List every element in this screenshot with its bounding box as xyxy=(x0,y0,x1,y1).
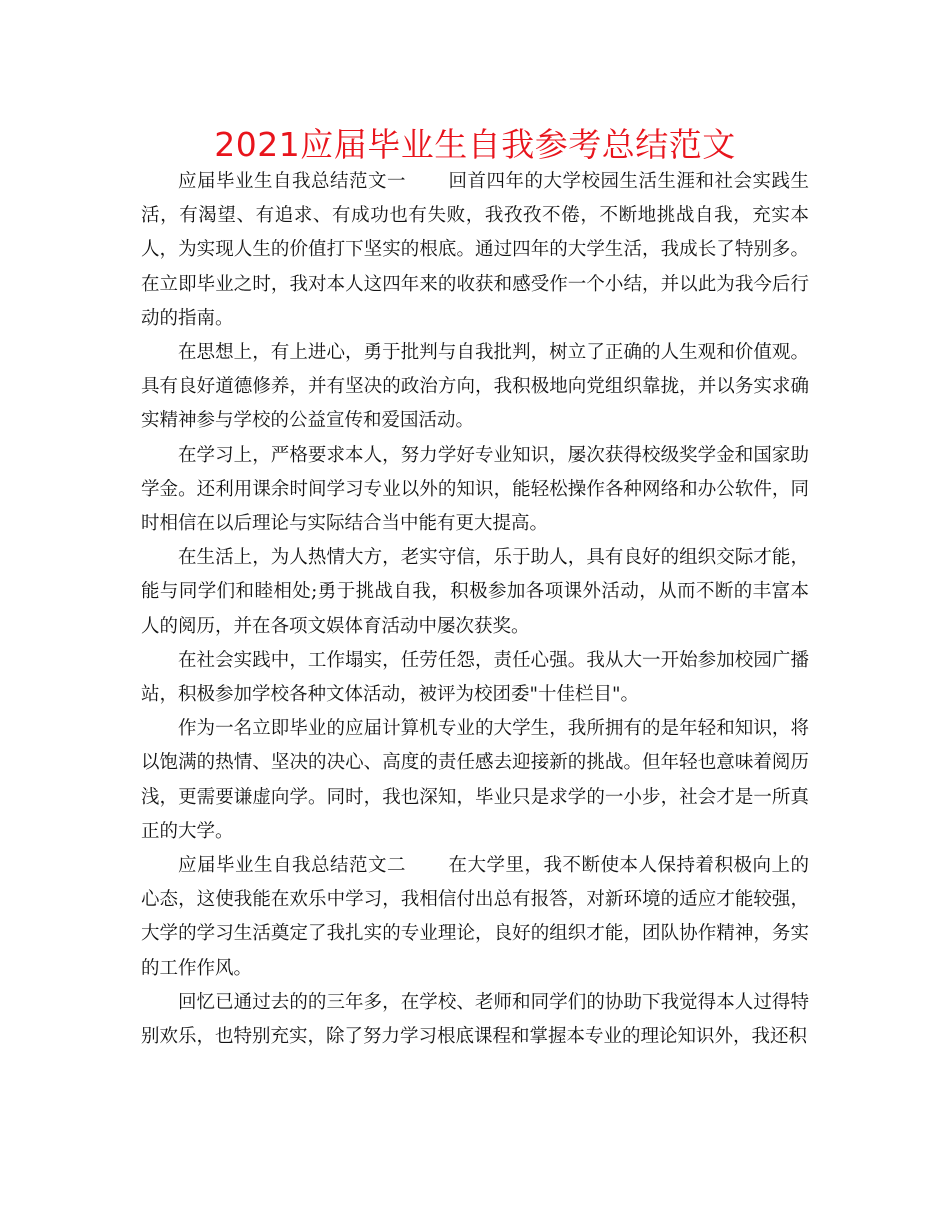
paragraph xyxy=(141,439,809,542)
document-body xyxy=(141,165,809,1054)
paragraph-text: 回忆已通过去的的三年多，在学校、老师和同学们的协助下我觉得本人过得特别欢乐，也特别充实，除了努力学习根底课程和掌握本专业的理论知识外，我还积 xyxy=(141,991,809,1048)
paragraph-text: 在大学里，我不断使本人保持着积极向上的心态，这使我能在欢乐中学习，我相信付出总有报答，对新环境的适应才能较强，大学的学习生活奠定了我扎实的专业理论，良好的组织才能，团队协作精神，务实的工作作风。 xyxy=(141,855,809,979)
section-heading: 应届毕业生自我总结范文二 xyxy=(178,855,406,877)
paragraph xyxy=(141,541,809,644)
paragraph-text: 在思想上，有上进心，勇于批判与自我批判，树立了正确的人生观和价值观。具有良好道德修养，并有坚决的政治方向，我积极地向党组织靠拢，并以务实求确实精神参与学校的公益宣传和爱国活动。 xyxy=(141,342,809,432)
paragraph-text: 回首四年的大学校园生活生涯和社会实践生活，有渴望、有追求、有成功也有失败，我孜孜不倦，不断地挑战自我，充实本人，为实现人生的价值打下坚实的根底。通过四年的大学生活，我成长了特别多。在立即毕业之时，我对本人这四年来的收获和感受作一个小结，并以此为我今后行动的指南。 xyxy=(141,171,809,329)
paragraph-text: 作为一名立即毕业的应届计算机专业的大学生，我所拥有的是年轻和知识，将以饱满的热情、坚决的决心、高度的责任感去迎接新的挑战。但年轻也意味着阅历浅，更需要谦虚向学。同时，我也深知，毕业只是求学的一小步，社会才是一所真正的大学。 xyxy=(141,718,809,842)
paragraph xyxy=(141,986,809,1054)
paragraph-text: 在学习上，严格要求本人，努力学好专业知识，屡次获得校级奖学金和国家助学金。还利用课余时间学习专业以外的知识，能轻松操作各种网络和办公软件，同时相信在以后理论与实际结合当中能有更大提高。 xyxy=(141,444,809,535)
document-title: 2021应届毕业生自我参考总结范文 xyxy=(214,125,736,164)
paragraph xyxy=(141,712,809,849)
paragraph xyxy=(141,165,809,336)
paragraph xyxy=(141,644,809,712)
paragraph xyxy=(141,849,809,986)
section-heading: 应届毕业生自我总结范文一 xyxy=(178,171,406,192)
paragraph-text: 在社会实践中，工作塌实，任劳任怨，责任心强。我从大一开始参加校园广播站，积极参加学校各种文体活动，被评为校团委"十佳栏目"。 xyxy=(141,649,809,706)
paragraph xyxy=(141,336,809,439)
paragraph-text: 在生活上，为人热情大方，老实守信，乐于助人，具有良好的组织交际才能，能与同学们和睦相处;勇于挑战自我，积极参加各项课外活动，从而不断的丰富本人的阅历，并在各项文娱体育活动中屡次获奖。 xyxy=(141,547,809,637)
